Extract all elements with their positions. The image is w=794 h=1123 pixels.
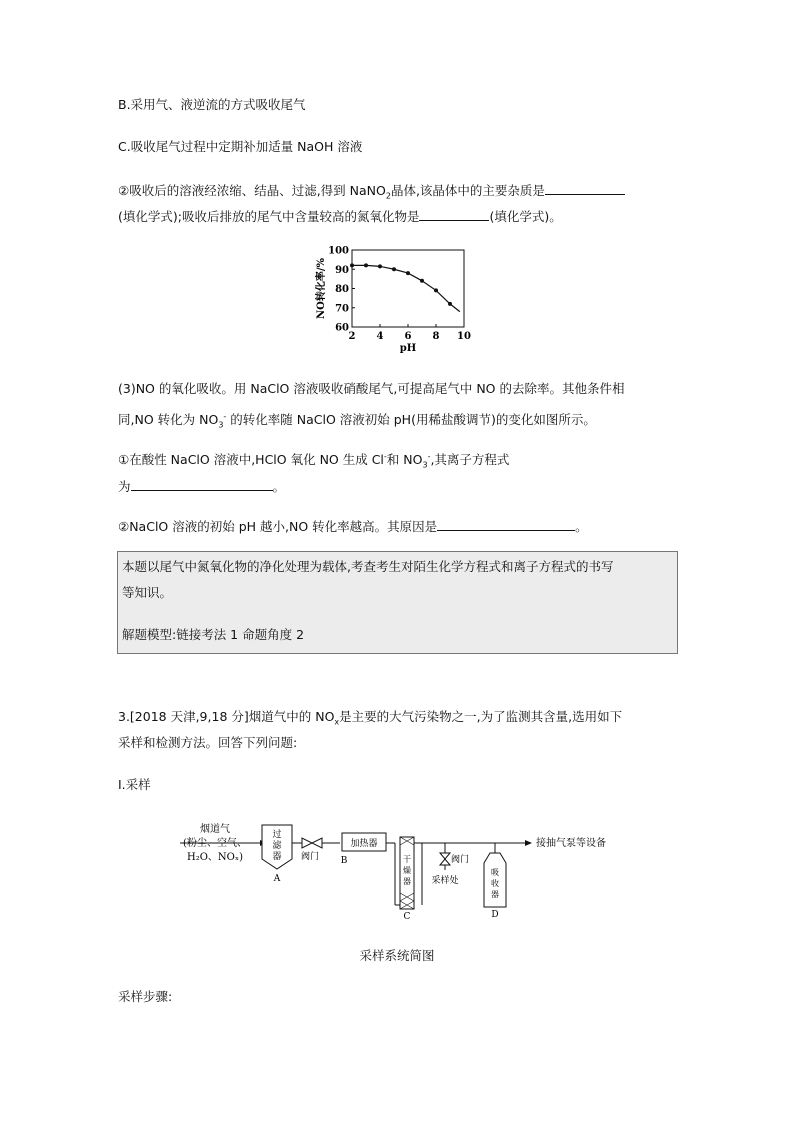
q2-text: ②吸收后的溶液经浓缩、结晶、过滤,得到 NaNO bbox=[118, 183, 386, 198]
data-point bbox=[364, 263, 368, 267]
label-c: C bbox=[403, 912, 411, 922]
q2-sub: 2 bbox=[385, 191, 391, 201]
x-tick-label: 10 bbox=[457, 331, 471, 342]
filter-label: 器 bbox=[272, 852, 282, 862]
box-line2: 等知识。 bbox=[122, 585, 173, 600]
q3-sub: 3 bbox=[218, 420, 224, 430]
x-tick-label: 4 bbox=[376, 331, 384, 342]
y-tick-label: 60 bbox=[335, 322, 349, 334]
question-3-2 bbox=[118, 516, 588, 536]
q32-end: 。 bbox=[575, 519, 588, 534]
valve-1-icon[interactable] bbox=[302, 838, 322, 848]
q3-sup: - bbox=[223, 412, 227, 421]
data-point bbox=[420, 279, 424, 283]
gas-label: 烟道气 bbox=[200, 824, 230, 835]
x-tick-label: 6 bbox=[404, 331, 412, 342]
label-a: A bbox=[273, 874, 281, 884]
dryer-label: 燥 bbox=[403, 866, 411, 875]
q31-text2: 和 NO bbox=[386, 452, 423, 468]
x-tick-label: 2 bbox=[348, 331, 356, 342]
heater-label: 加热器 bbox=[350, 839, 378, 849]
question-3-line1: (3)NO 的氧化吸收。用 NaClO 溶液吸收硝酸尾气,可提高尾气中 NO 的去除率。其他条件相 bbox=[118, 381, 625, 396]
q31-sup2: - bbox=[427, 452, 431, 461]
dryer-label: 器 bbox=[403, 877, 411, 886]
valve-2-label: 阀门 bbox=[450, 855, 470, 865]
answer-blank[interactable] bbox=[419, 206, 489, 221]
y-tick-label: 70 bbox=[335, 303, 349, 315]
question-4-line1 bbox=[118, 708, 622, 732]
box-line3: 解题模型:链接考法 1 命题角度 2 bbox=[122, 627, 305, 642]
q31-sup: - bbox=[383, 452, 387, 461]
valve-1-label: 阀门 bbox=[300, 852, 320, 862]
y-axis-label: NO转化率/% bbox=[316, 257, 327, 320]
q4-sub: x bbox=[334, 717, 340, 727]
plot-frame bbox=[352, 250, 464, 327]
pump-label: 接抽气泵等设备 bbox=[536, 838, 606, 849]
y-tick-label: 100 bbox=[328, 245, 349, 257]
q3-text: 同,NO 转化为 NO bbox=[118, 412, 219, 428]
box-line1: 本题以尾气中氮氧化物的净化处理为载体,考查考生对陌生化学方程式和离子方程式的书写 bbox=[122, 559, 614, 574]
x-axis-label: pH bbox=[399, 343, 417, 354]
data-point bbox=[378, 264, 382, 268]
filter-label: 过 bbox=[272, 830, 282, 840]
sampling-steps-heading: 采样步骤: bbox=[118, 989, 173, 1004]
absorber-label: 收 bbox=[491, 879, 499, 888]
q2-text4: (填化学式)。 bbox=[489, 209, 562, 224]
question-2-line2 bbox=[118, 206, 562, 226]
y-tick-label: 80 bbox=[335, 284, 349, 295]
absorber-label: 吸 bbox=[491, 868, 499, 877]
q2-text2: 晶体,该晶体中的主要杂质是 bbox=[390, 183, 545, 198]
section-heading: Ⅰ.采样 bbox=[118, 777, 151, 792]
answer-blank[interactable] bbox=[131, 476, 273, 491]
question-3-1-line1 bbox=[118, 448, 509, 475]
absorber-label: 器 bbox=[491, 890, 499, 899]
data-point bbox=[434, 288, 438, 292]
gas-label: H₂O、NOₓ) bbox=[186, 852, 244, 863]
option-b: B.采用气、液逆流的方式吸收尾气 bbox=[118, 97, 306, 112]
data-point bbox=[406, 271, 410, 275]
q2-text3: (填化学式);吸收后排放的尾气中含量较高的氮氧化物是 bbox=[118, 209, 420, 224]
answer-blank[interactable] bbox=[545, 180, 625, 195]
q4-text: 3.[2018 天津,9,18 分]烟道气中的 NO bbox=[118, 709, 335, 724]
question-4-line2: 采样和检测方法。回答下列问题: bbox=[118, 735, 298, 750]
valve-2-icon[interactable] bbox=[440, 853, 450, 865]
sampling-diagram bbox=[160, 815, 620, 925]
q31-end: 。 bbox=[272, 479, 286, 494]
question-3-1-line2 bbox=[118, 476, 285, 496]
answer-blank[interactable] bbox=[437, 516, 575, 531]
data-point bbox=[350, 263, 354, 267]
q31-text4: 为 bbox=[118, 479, 131, 494]
series-line bbox=[352, 265, 460, 311]
q31-text: ①在酸性 NaClO 溶液中,HClO 氧化 NO 生成 Cl bbox=[118, 452, 384, 468]
sample-point-label: 采样处 bbox=[431, 876, 459, 886]
data-point bbox=[392, 267, 396, 271]
x-tick-label: 8 bbox=[432, 331, 440, 342]
q4-text2: 是主要的大气污染物之一,为了监测其含量,选用如下 bbox=[339, 709, 623, 724]
label-d: D bbox=[491, 910, 499, 920]
diagram-caption: 采样系统简图 bbox=[359, 948, 435, 963]
question-2-line1 bbox=[118, 180, 625, 206]
analysis-box bbox=[117, 551, 678, 654]
label-b: B bbox=[340, 856, 348, 866]
dryer-label: 干 bbox=[403, 855, 411, 864]
q31-sub: 3 bbox=[422, 460, 428, 470]
data-point bbox=[448, 302, 452, 306]
question-3-line2 bbox=[118, 408, 596, 435]
y-tick-label: 90 bbox=[335, 264, 349, 276]
option-c: C.吸收尾气过程中定期补加适量 NaOH 溶液 bbox=[118, 139, 363, 154]
no-conversion-chart bbox=[310, 242, 480, 362]
filter-label: 滤 bbox=[272, 841, 282, 851]
q31-text3: ,其离子方程式 bbox=[430, 452, 510, 468]
gas-label: (粉尘、空气、 bbox=[183, 838, 247, 849]
q3-text2: 的转化率随 NaClO 溶液初始 pH(用稀盐酸调节)的变化如图所示。 bbox=[226, 412, 596, 428]
q32-text: ②NaClO 溶液的初始 pH 越小,NO 转化率越高。其原因是 bbox=[118, 519, 438, 534]
